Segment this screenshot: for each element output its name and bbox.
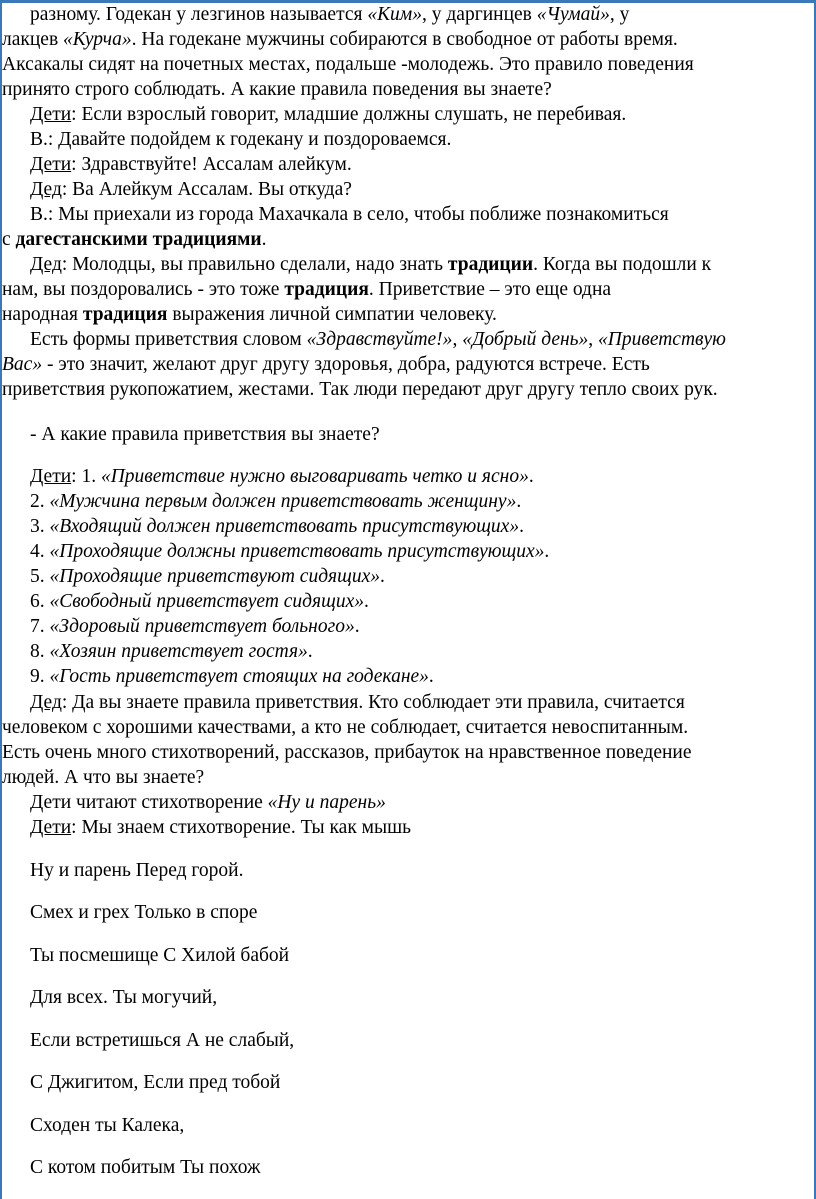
- dialog-line: Дети: Если взрослый говорит, младшие должны слушать, не перебивая.: [30, 104, 627, 125]
- text-line: Вас» - это значит, желают друг другу здоровья, добра, радуются встрече. Есть: [2, 354, 650, 375]
- speaker-label: Дети: [30, 104, 72, 125]
- page-frame-left: [0, 0, 2, 1199]
- text-line: приветствия рукопожатием, жестами. Так люди передают друг другу тепло своих рук.: [2, 379, 718, 400]
- text-line: народная традиция выражения личной симпатии человеку.: [2, 304, 497, 325]
- dialog-line: В.: Давайте подойдем к годекану и поздороваемся.: [30, 129, 452, 150]
- speaker-label: Дед: [30, 254, 62, 275]
- speaker-label: Дети: [30, 817, 72, 838]
- poem-line: Сходен ты Калека,: [30, 1115, 185, 1136]
- speaker-label: Дети: [30, 466, 72, 487]
- dialog-line: Дед: Молодцы, вы правильно сделали, надо знать традиции. Когда вы подошли к: [30, 254, 712, 275]
- poem-line: Если встретишься А не слабый,: [30, 1030, 295, 1051]
- poem-line: Ну и парень Перед горой.: [30, 860, 244, 881]
- text-line: человеком с хорошими качествами, а кто не соблюдает, считается невоспитанным.: [2, 717, 689, 738]
- poem-line: Ты посмешище С Хилой бабой: [30, 945, 290, 966]
- rule-item: 5. «Проходящие приветствуют сидящих».: [30, 566, 385, 587]
- poem-line: С котом побитым Ты похож: [30, 1157, 261, 1178]
- speaker-label: В.: [30, 129, 48, 150]
- poem-line: Для всех. Ты могучий,: [30, 987, 218, 1008]
- text-line: Есть формы приветствия словом «Здравствуйте!», «Добрый день», «Приветствую: [30, 329, 726, 350]
- text-line: лакцев «Курча». На годекане мужчины собираются в свободное от работы время.: [2, 29, 678, 50]
- poem-line: С Джигитом, Если пред тобой: [30, 1072, 281, 1093]
- rule-item: 9. «Гость приветствует стоящих на годекане».: [30, 666, 434, 687]
- text-line: Аксакалы сидят на почетных местах, подальше -молодежь. Это правило поведения: [2, 54, 694, 75]
- text-line: людей. А что вы знаете?: [2, 767, 205, 788]
- text-line: нам, вы поздоровались - это тоже традиция. Приветствие – это еще одна: [2, 279, 612, 300]
- rule-item: 3. «Входящий должен приветствовать присутствующих».: [30, 516, 524, 537]
- poem-line: Смех и грех Только в споре: [30, 902, 258, 923]
- text-line: принято строго соблюдать. А какие правила поведения вы знаете?: [2, 79, 552, 100]
- dialog-line: Дети: Здравствуйте! Ассалам алейкум.: [30, 154, 352, 175]
- question-line: - А какие правила приветствия вы знаете?: [30, 424, 380, 445]
- rule-item: 6. «Свободный приветствует сидящих».: [30, 591, 369, 612]
- text-line: Есть очень много стихотворений, рассказов, прибауток на нравственное поведение: [2, 742, 692, 763]
- speaker-label: Дед: [30, 179, 62, 200]
- dialog-line: Дети: Мы знаем стихотворение. Ты как мышь: [30, 817, 412, 838]
- speaker-label: Дети: [30, 154, 72, 175]
- rule-item: 2. «Мужчина первым должен приветствовать женщину».: [30, 491, 522, 512]
- dialog-line: с дагестанскими традициями.: [2, 229, 267, 250]
- speaker-label: Дед: [30, 692, 62, 713]
- rule-item: 4. «Проходящие должны приветствовать присутствующих».: [30, 541, 550, 562]
- rule-item: Дети: 1. «Приветствие нужно выговаривать четко и ясно».: [30, 466, 534, 487]
- rule-item: 8. «Хозяин приветствует гостя».: [30, 641, 313, 662]
- dialog-line: В.: Мы приехали из города Махачкала в село, чтобы поближе познакомиться: [30, 204, 669, 225]
- text-line: разному. Годекан у лезгинов называется «Ким», у даргинцев «Чумай», у: [30, 4, 630, 25]
- dialog-line: Дед: Да вы знаете правила приветствия. Кто соблюдает эти правила, считается: [30, 692, 685, 713]
- speaker-label: В.: [30, 204, 48, 225]
- text-line: Дети читают стихотворение «Ну и парень»: [30, 792, 386, 813]
- dialog-line: Дед: Ва Алейкум Ассалам. Вы откуда?: [30, 179, 352, 200]
- rule-item: 7. «Здоровый приветствует больного».: [30, 616, 360, 637]
